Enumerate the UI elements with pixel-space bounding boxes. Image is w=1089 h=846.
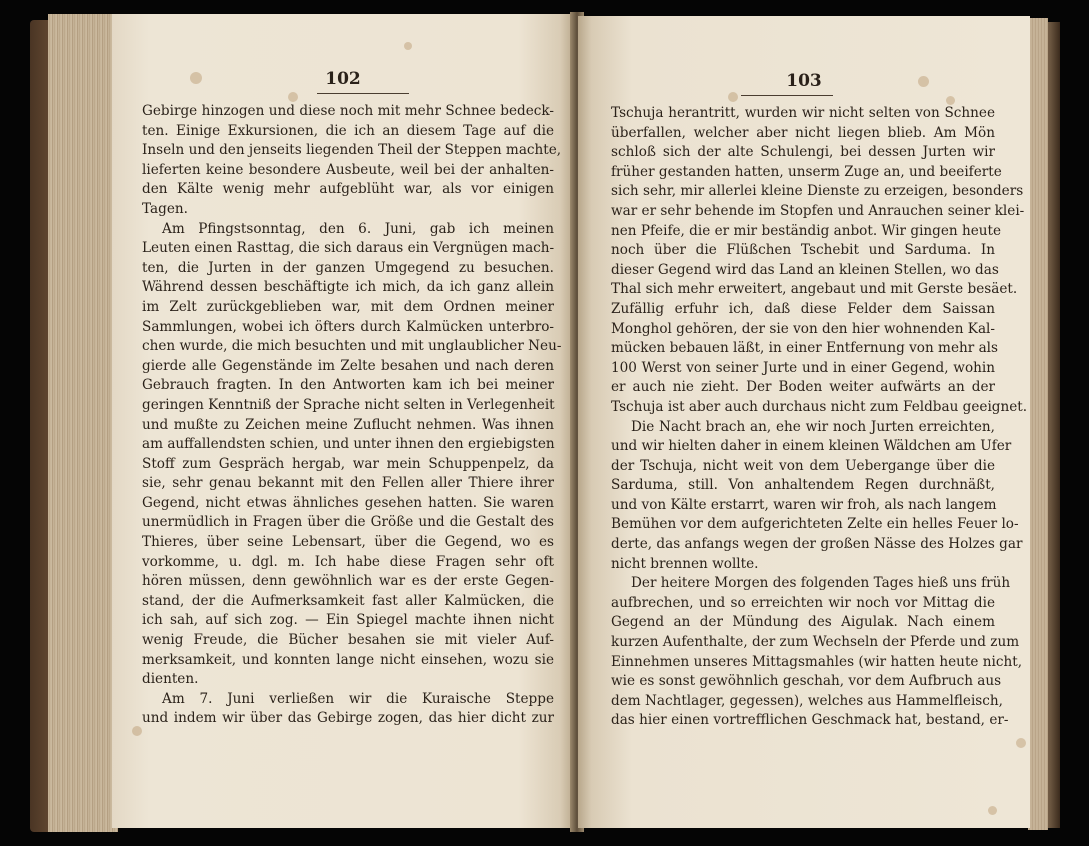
text-line: lieferten keine besondere Ausbeute, weil bei der anhalten- bbox=[142, 161, 554, 178]
text-line: ten, die Jurten in der ganzen Umgegend zu besuchen. bbox=[142, 259, 554, 276]
text-line: Sammlungen, wobei ich öfters durch Kalmücken unterbro- bbox=[142, 318, 554, 335]
text-line: und indem wir über das Gebirge zogen, das hier dicht zur bbox=[142, 710, 554, 727]
text-line: sich sehr, mir allerlei kleine Dienste zu erzeigen, besonders bbox=[611, 183, 1024, 200]
text-line: mücken bebauen läßt, in einer Entfernung von mehr als bbox=[611, 340, 998, 357]
text-line: Bemühen vor dem aufgerichteten Zelte ein helles Feuer lo- bbox=[611, 516, 1019, 533]
text-line: das hier einen vortrefflichen Geschmack hat, bestand, er- bbox=[611, 712, 1009, 729]
text-line: Einnehmen unseres Mittagsmahles (wir hatten heute nicht, bbox=[611, 653, 1023, 670]
text-line: Thal sich mehr erweitert, angebaut und mit Gerste besäet. bbox=[611, 281, 1018, 298]
text-line: war er sehr behende im Stopfen und Anrauchen seiner klei- bbox=[611, 202, 1025, 219]
page-edges-left bbox=[48, 14, 118, 832]
page-body-text bbox=[142, 102, 562, 729]
text-line: kurzen Aufenthalte, der zum Wechseln der Pferde und zum bbox=[611, 634, 1020, 651]
text-line: früher gestanden hatten, unserm Zuge an, und beeiferte bbox=[611, 163, 1002, 180]
text-line: 100 Werst von seiner Jurte und in einer Gegend, wohin bbox=[611, 359, 995, 376]
text-line: Stoff zum Gespräch hergab, war mein Schuppenpelz, da bbox=[142, 455, 554, 472]
text-line: unermüdlich in Fragen über die Größe und die Gestalt des bbox=[142, 514, 554, 531]
text-line: Leuten einen Rasttag, die sich daraus ein Vergnügen mach- bbox=[142, 240, 555, 257]
text-line: wenig Freude, die Bücher besahen sie mit vieler Auf- bbox=[142, 632, 554, 649]
text-line: Gebirge hinzogen und diese noch mit mehr Schnee bedeck- bbox=[142, 103, 554, 119]
text-line: aufbrechen, und so erreichten wir noch vor Mittag die bbox=[611, 594, 995, 611]
text-line: dem Nachtlager, gegessen), welches aus Hammelfleisch, bbox=[611, 692, 1003, 709]
text-line: und von Kälte erstarrt, waren wir froh, als nach langem bbox=[611, 496, 997, 513]
text-line: merksamkeit, und konnten lange nicht einsehen, wozu sie bbox=[142, 651, 554, 668]
page-number: 103 bbox=[786, 71, 822, 91]
open-book bbox=[30, 12, 1060, 832]
text-line: Tagen. bbox=[142, 200, 188, 217]
text-line: Gegend, nicht etwas ähnliches gesehen hatten. Sie waren bbox=[142, 494, 554, 511]
foxing-spot bbox=[288, 92, 298, 102]
text-line: Tschuja ist aber auch durchaus nicht zum Feldbau geeignet. bbox=[611, 398, 1028, 415]
left-page bbox=[112, 14, 574, 828]
text-line: schloß sich der alte Schulengi, bei dessen Jurten wir bbox=[611, 144, 995, 161]
page-number: 102 bbox=[325, 69, 361, 89]
text-line: Am Pfingstsonntag, den 6. Juni, gab ich meinen bbox=[162, 220, 554, 237]
text-line: gierde alle Gegenstände im Zelte besahen und nach deren bbox=[142, 357, 554, 374]
text-line: ich sah, auf sich zog. — Ein Spiegel machte ihnen nicht bbox=[142, 612, 554, 629]
text-line: am auffallendsten schien, und unter ihnen den ergiebigsten bbox=[142, 436, 555, 453]
page-body-text bbox=[611, 104, 1028, 731]
text-line: Gebrauch fragten. In den Antworten kam ich bei meiner bbox=[142, 377, 554, 394]
text-line: noch über die Flüßchen Tschebit und Sarduma. In bbox=[611, 242, 995, 259]
text-line: vorkomme, u. dgl. m. Ich habe diese Fragen sehr oft bbox=[142, 553, 554, 570]
text-line: geringen Kenntniß der Sprache nicht selten in Verlegenheit bbox=[142, 396, 555, 413]
text-line: der Tschuja, nicht weit von dem Uebergange über die bbox=[611, 457, 995, 474]
text-line: Die Nacht brach an, ehe wir noch Jurten erreichten, bbox=[631, 418, 995, 435]
text-line: stand, der die Aufmerksamkeit fast aller Kalmücken, die bbox=[142, 592, 554, 609]
foxing-spot bbox=[132, 726, 142, 736]
text-line: Während dessen beschäftigte ich mich, da ich ganz allein bbox=[142, 279, 554, 296]
foxing-spot bbox=[988, 806, 997, 815]
header-rule bbox=[317, 93, 409, 94]
text-line: den Kälte wenig mehr aufgeblüht war, als vor einigen bbox=[142, 181, 554, 198]
text-line: ten. Einige Exkursionen, die ich an diesem Tage auf die bbox=[142, 122, 554, 139]
text-line: dienten. bbox=[142, 671, 199, 688]
right-page bbox=[578, 16, 1030, 828]
text-line: Gegend an der Mündung des Aigulak. Nach einem bbox=[611, 614, 995, 631]
text-line: Tschuja herantritt, wurden wir nicht selten von Schnee bbox=[611, 105, 995, 121]
text-line: nicht brennen wollte. bbox=[611, 555, 759, 572]
text-line: im Zelt zurückgeblieben war, mit dem Ordnen meiner bbox=[142, 298, 554, 315]
text-line: Zufällig erfuhr ich, daß diese Felder dem Saissan bbox=[611, 300, 995, 317]
text-line: Inseln und den jenseits liegenden Theil der Steppen machte, bbox=[142, 142, 562, 159]
text-line: hören müssen, denn gewöhnlich war es der erste Gegen- bbox=[142, 573, 554, 590]
header-rule bbox=[741, 95, 833, 96]
foxing-spot bbox=[1016, 738, 1026, 748]
text-line: derte, das anfangs wegen der großen Nässe des Holzes gar bbox=[611, 536, 1023, 553]
text-line: dieser Gegend wird das Land an kleinen Stellen, wo das bbox=[611, 261, 999, 278]
text-line: Thieres, über seine Lebensart, über die Gegend, wo es bbox=[142, 534, 554, 551]
text-line: und wir hielten daher in einem kleinen Wäldchen am Ufer bbox=[611, 438, 1012, 455]
text-line: nen Pfeife, die er mir beständig anbot. Wir gingen heute bbox=[611, 222, 1002, 239]
text-line: Der heitere Morgen des folgenden Tages hieß uns früh bbox=[631, 575, 1011, 592]
text-line: Monghol gehören, der sie von den hier wohnenden Kal- bbox=[611, 320, 995, 337]
text-line: chen wurde, die mich besuchten und mit unglaublicher Neu- bbox=[142, 338, 562, 355]
foxing-spot bbox=[728, 92, 738, 102]
text-line: wie es sonst gewöhnlich geschah, vor dem Aufbruch aus bbox=[611, 673, 1002, 690]
text-line: Sarduma, still. Von anhaltendem Regen durchnäßt, bbox=[611, 477, 995, 494]
text-line: überfallen, welcher aber nicht liegen blieb. Am Mön bbox=[611, 124, 995, 141]
text-line: Am 7. Juni verließen wir die Kuraische Steppe bbox=[162, 690, 554, 707]
text-line: sie, sehr genau bekannt mit den Fellen aller Thiere ihrer bbox=[142, 475, 554, 492]
text-line: er auch nie zieht. Der Boden weiter aufwärts an der bbox=[611, 379, 995, 396]
foxing-spot bbox=[404, 42, 412, 50]
text-line: und mußte zu Zeichen meine Zuflucht nehmen. Was ihnen bbox=[142, 416, 554, 433]
page-edges-right bbox=[1028, 18, 1048, 830]
